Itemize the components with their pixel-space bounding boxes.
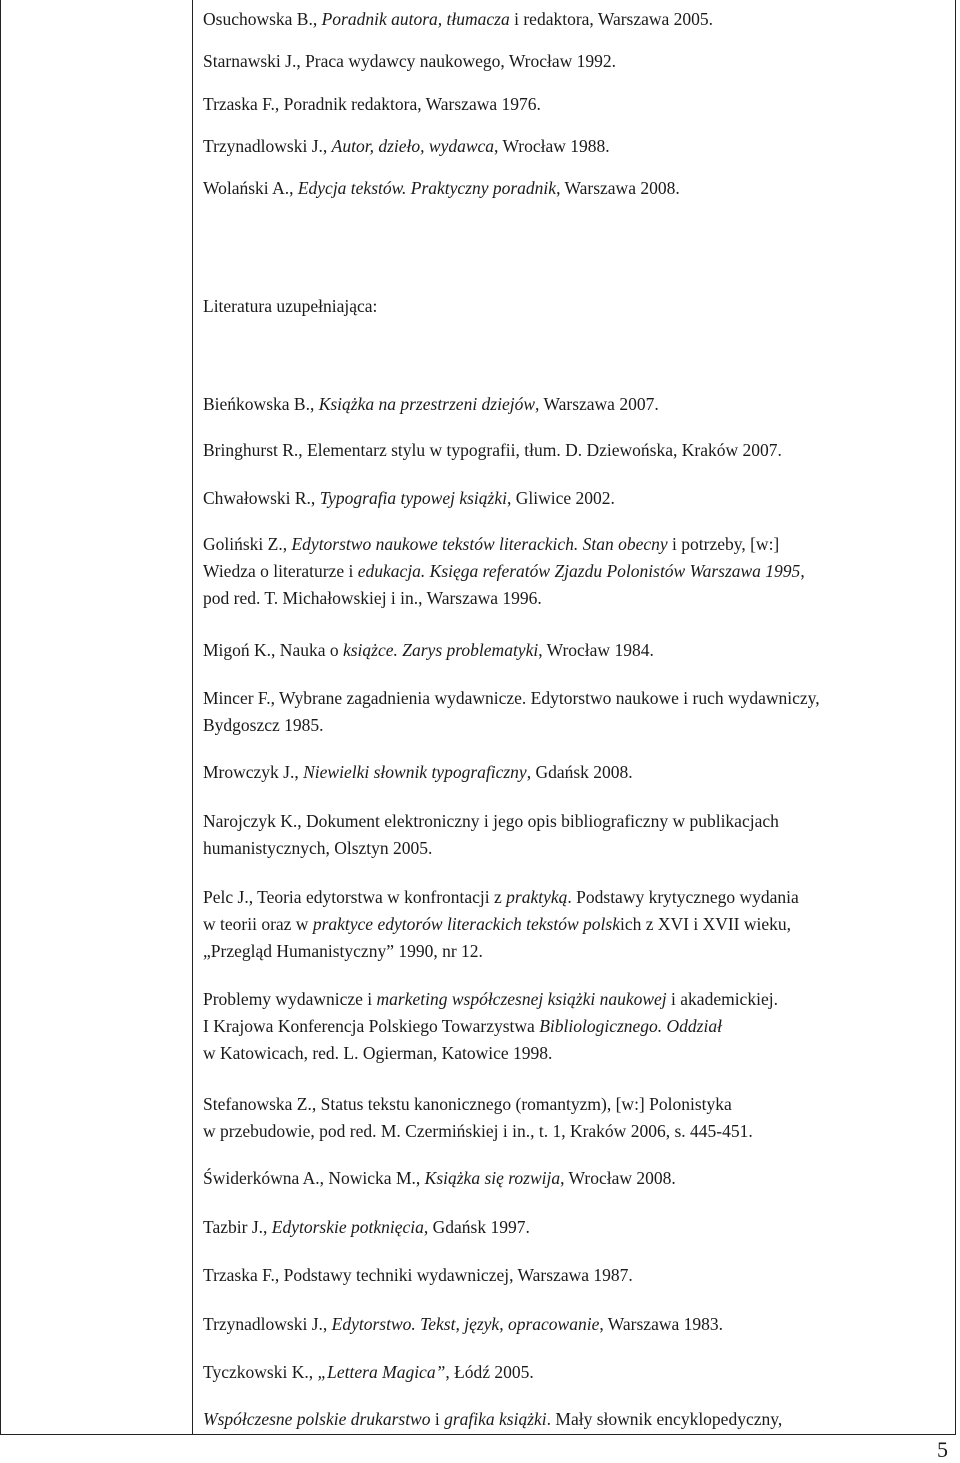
entry-line bbox=[203, 1311, 948, 1338]
entry-text: i bbox=[430, 1409, 445, 1429]
section-heading: Literatura uzupełniająca: bbox=[203, 296, 378, 316]
entry-line bbox=[203, 1165, 948, 1192]
bibliography-entry bbox=[203, 391, 948, 418]
entry-text: I Krajowa Konferencja Polskiego Towarzystwa bbox=[203, 1016, 540, 1036]
entry-text: Osuchowska B., bbox=[203, 9, 322, 29]
bibliography-entry bbox=[203, 685, 948, 739]
entry-text: , Warszawa 1983. bbox=[599, 1314, 723, 1334]
entry-text: i redaktora, Warszawa 2005. bbox=[509, 9, 714, 29]
entry-text: Trzynadlowski J., bbox=[203, 1314, 332, 1334]
entry-line bbox=[203, 391, 948, 418]
entry-line bbox=[203, 91, 948, 118]
entry-title-italic: Bibliologicznego. Oddział bbox=[539, 1016, 722, 1036]
entry-text: , Wrocław 1988. bbox=[494, 136, 610, 156]
entry-line bbox=[203, 1262, 948, 1289]
entry-line bbox=[203, 637, 948, 664]
entry-text: „Przegląd Humanistyczny” 1990, nr 12. bbox=[203, 941, 483, 961]
entry-text: Chwałowski R., bbox=[203, 488, 320, 508]
entry-text: Świderkówna A., Nowicka M., bbox=[203, 1168, 425, 1188]
entry-text: , Warszawa 2008. bbox=[556, 178, 680, 198]
bibliography-entry bbox=[203, 133, 948, 160]
entry-text: Pelc J., Teoria edytorstwa w konfrontacji z bbox=[203, 887, 507, 907]
entry-text: Mincer F., Wybrane zagadnienia wydawnicze. Edytorstwo naukowe i ruch wydawniczy, bbox=[203, 688, 820, 708]
entry-text: Tyczkowski K., bbox=[203, 1362, 318, 1382]
entry-title-italic: Niewielki słownik typograficzny bbox=[303, 762, 527, 782]
entry-text: Bieńkowska B., bbox=[203, 394, 319, 414]
entry-line bbox=[203, 1040, 948, 1067]
entry-text: w teorii oraz w bbox=[203, 914, 313, 934]
entry-text: Trzaska F., Podstawy techniki wydawniczej, Warszawa 1987. bbox=[203, 1265, 633, 1285]
entry-text: Trzaska F., Poradnik redaktora, Warszawa 1976. bbox=[203, 94, 541, 114]
entry-title-italic: Poradnik autora, tłumacza bbox=[321, 9, 510, 29]
entry-line bbox=[203, 133, 948, 160]
entry-text: Tazbir J., bbox=[203, 1217, 272, 1237]
entry-line bbox=[203, 558, 948, 585]
table-left-column bbox=[0, 0, 193, 1434]
entry-line bbox=[203, 1359, 948, 1386]
entry-text: Trzynadlowski J., bbox=[203, 136, 332, 156]
entry-text: , Gdańsk 2008. bbox=[526, 762, 633, 782]
entry-line bbox=[203, 835, 948, 862]
entry-line bbox=[203, 808, 948, 835]
entry-title-italic: Książka się rozwija bbox=[424, 1168, 561, 1188]
bibliography-entry bbox=[203, 808, 948, 862]
entry-text: Starnawski J., Praca wydawcy naukowego, Wrocław 1992. bbox=[203, 51, 617, 71]
entry-title-italic: Autor, dzieło, wydawca bbox=[331, 136, 495, 156]
entry-text: , Gdańsk 1997. bbox=[423, 1217, 530, 1237]
entry-text: Stefanowska Z., Status tekstu kanonicznego (romantyzm), [w:] Polonistyka bbox=[203, 1094, 732, 1114]
bibliography-entry bbox=[203, 437, 948, 464]
entry-title-italic: Edycja tekstów. Praktyczny poradnik bbox=[297, 178, 557, 198]
bibliography-entry bbox=[203, 884, 948, 965]
entry-line bbox=[203, 485, 948, 512]
entry-line bbox=[203, 531, 948, 558]
entry-line bbox=[203, 48, 948, 75]
entry-text: Mrowczyk J., bbox=[203, 762, 304, 782]
entry-text: Wolański A., bbox=[203, 178, 298, 198]
entry-line bbox=[203, 1118, 948, 1145]
bibliography-entry bbox=[203, 91, 948, 118]
entry-line bbox=[203, 1013, 948, 1040]
entry-text: Narojczyk K., Dokument elektroniczny i jego opis bibliograficzny w publikacjach bbox=[203, 811, 779, 831]
bibliography-entry bbox=[203, 1406, 948, 1433]
entry-text: w Katowicach, red. L. Ogierman, Katowice 1998. bbox=[203, 1043, 553, 1063]
entry-text: . Mały słownik encyklopedyczny, bbox=[546, 1409, 783, 1429]
entry-line bbox=[203, 1091, 948, 1118]
bibliography-entry bbox=[203, 175, 948, 202]
entry-line bbox=[203, 986, 948, 1013]
entry-text: , Gliwice 2002. bbox=[506, 488, 615, 508]
entry-title-italic: marketing współczesnej książki naukowej bbox=[376, 989, 667, 1009]
entry-line bbox=[203, 938, 948, 965]
entry-text: Problemy wydawnicze i bbox=[203, 989, 377, 1009]
entry-text: humanistycznych, Olsztyn 2005. bbox=[203, 838, 433, 858]
entry-line bbox=[203, 884, 948, 911]
entry-text: ich z XVI i XVII wieku, bbox=[619, 914, 792, 934]
bibliography-entry bbox=[203, 1359, 948, 1386]
bibliography-entry bbox=[203, 1311, 948, 1338]
entry-line bbox=[203, 585, 948, 612]
entry-text: Bydgoszcz 1985. bbox=[203, 715, 324, 735]
entry-title-italic: Współczesne polskie drukarstwo bbox=[203, 1409, 431, 1429]
entry-line bbox=[203, 437, 948, 464]
entry-line bbox=[203, 911, 948, 938]
bibliography-entry bbox=[203, 531, 948, 612]
bibliography-entry bbox=[203, 637, 948, 664]
entry-text: w przebudowie, pod red. M. Czermińskiej i in., t. 1, Kraków 2006, s. 445-451. bbox=[203, 1121, 753, 1141]
entry-text: . Podstawy krytycznego wydania bbox=[567, 887, 799, 907]
entry-text: , bbox=[800, 561, 805, 581]
entry-title-italic: Książka na przestrzeni dziejów bbox=[318, 394, 536, 414]
entry-text: Wiedza o literaturze i bbox=[203, 561, 358, 581]
entry-text: i potrzeby, [w:] bbox=[667, 534, 780, 554]
entry-title-italic: Edytorstwo naukowe tekstów literackich. Stan obecny bbox=[291, 534, 668, 554]
entry-title-italic: Edytorstwo. Tekst, język, opracowanie bbox=[331, 1314, 600, 1334]
entry-text: pod red. T. Michałowskiej i in., Warszawa 1996. bbox=[203, 588, 542, 608]
entry-text: Bringhurst R., Elementarz stylu w typografii, tłum. D. Dziewońska, Kraków 2007. bbox=[203, 440, 782, 460]
table-right-border bbox=[955, 0, 956, 1434]
entry-line bbox=[203, 685, 948, 712]
entry-line bbox=[203, 6, 948, 33]
bibliography-entry bbox=[203, 759, 948, 786]
entry-title-italic: „Lettera Magica” bbox=[317, 1362, 446, 1382]
entry-text: Migoń K., Nauka o bbox=[203, 640, 343, 660]
entry-title-italic: książce. Zarys problematyki bbox=[342, 640, 539, 660]
entry-line bbox=[203, 712, 948, 739]
entry-title-italic: praktyką bbox=[506, 887, 568, 907]
bibliography-entry bbox=[203, 1165, 948, 1192]
bibliography-entry bbox=[203, 6, 948, 33]
entry-title-italic: praktyce edytorów literackich tekstów polsk bbox=[312, 914, 620, 934]
bibliography-entry bbox=[203, 1214, 948, 1241]
entry-text: , Łódź 2005. bbox=[445, 1362, 534, 1382]
entry-line bbox=[203, 175, 948, 202]
bibliography-entry bbox=[203, 48, 948, 75]
entry-line bbox=[203, 1406, 948, 1433]
bibliography-entry bbox=[203, 485, 948, 512]
entry-text: , Warszawa 2007. bbox=[535, 394, 659, 414]
entry-title-italic: edukacja. Księga referatów Zjazdu Polonistów Warszawa 1995 bbox=[357, 561, 801, 581]
bibliography-entry bbox=[203, 986, 948, 1067]
entry-title-italic: grafika książki bbox=[444, 1409, 547, 1429]
entry-text: Goliński Z., bbox=[203, 534, 292, 554]
entry-title-italic: Edytorskie potknięcia bbox=[271, 1217, 424, 1237]
page-number: 5 bbox=[937, 1437, 948, 1462]
entry-line bbox=[203, 1214, 948, 1241]
entry-line bbox=[203, 759, 948, 786]
entry-text: , Wrocław 1984. bbox=[538, 640, 654, 660]
entry-title-italic: Typografia typowej książki bbox=[319, 488, 507, 508]
bibliography-entry bbox=[203, 1091, 948, 1145]
entry-text: , Wrocław 2008. bbox=[560, 1168, 676, 1188]
bibliography-entry bbox=[203, 1262, 948, 1289]
entry-text: i akademickiej. bbox=[666, 989, 778, 1009]
